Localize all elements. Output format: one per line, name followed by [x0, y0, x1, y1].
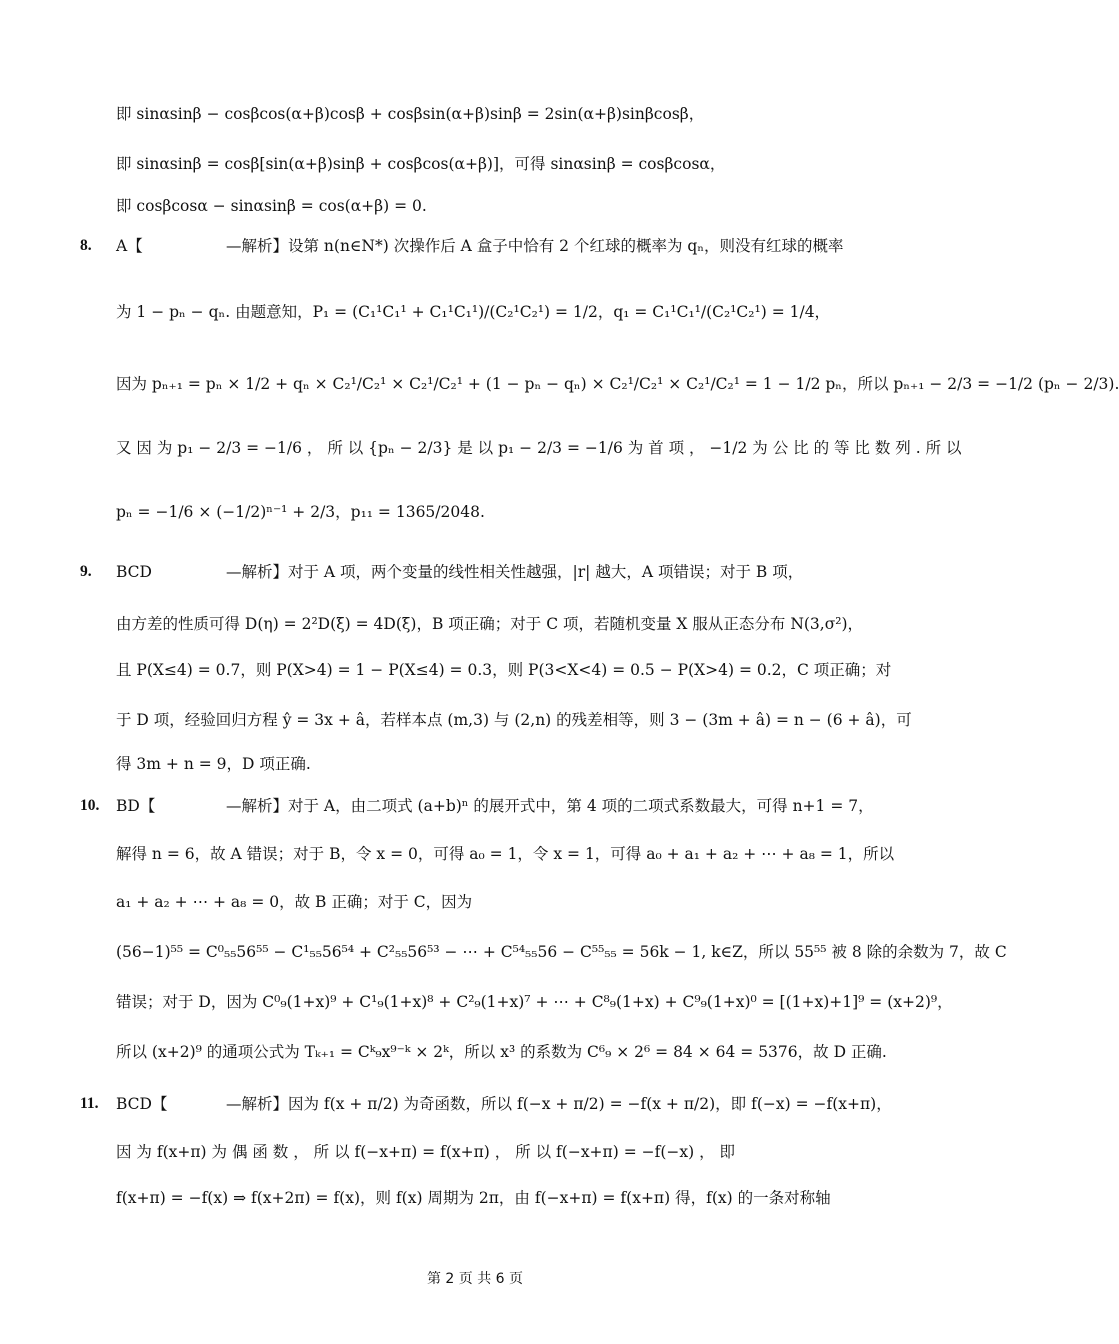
question-8-line: 因为 pₙ₊₁ = pₙ × 1/2 + qₙ × C₂¹/C₂¹ × C₂¹/C₂¹ + (1 − pₙ − qₙ) × C₂¹/C₂¹ × C₂¹/C₂¹ = 1 − 1/2 pₙ，所以 pₙ₊₁ − 2/3 = −1/2 (pₙ − 2/3).: [116, 375, 1119, 393]
question-9-answer: BCD: [116, 563, 152, 581]
question-10-text: —解析】对于 A，由二项式 (a+b)ⁿ 的展开式中，第 4 项的二项式系数最大，可得 n+1 = 7，: [226, 797, 874, 815]
question-8-text: —解析】设第 n(n∈N*) 次操作后 A 盒子中恰有 2 个红球的概率为 qₙ，则没有红球的概率: [226, 237, 844, 255]
question-10-number: 10.: [80, 797, 100, 814]
question-10-line: (56−1)⁵⁵ = C⁰₅₅56⁵⁵ − C¹₅₅56⁵⁴ + C²₅₅56⁵³ − ⋯ + C⁵⁴₅₅56 − C⁵⁵₅₅ = 56k − 1, k∈Z，所以 55⁵⁵ 被 8 除的余数为 7，故 C: [116, 943, 1007, 961]
question-8-line: 为 1 − pₙ − qₙ. 由题意知，P₁ = (C₁¹C₁¹ + C₁¹C₁¹)/(C₂¹C₂¹) = 1/2，q₁ = C₁¹C₁¹/(C₂¹C₂¹) = 1/4，: [116, 303, 831, 321]
question-10-line: 解得 n = 6，故 A 错误；对于 B，令 x = 0，可得 a₀ = 1，令 x = 1，可得 a₀ + a₁ + a₂ + ⋯ + a₈ = 1，所以: [116, 845, 895, 863]
question-11-line: 因 为 f(x+π) 为 偶 函 数 ， 所 以 f(−x+π) = f(x+π) ， 所 以 f(−x+π) = −f(−x) ， 即: [116, 1143, 736, 1161]
question-8-answer: A【: [116, 237, 143, 255]
text-line: 即 cosβcosα − sinαsinβ = cos(α+β) = 0.: [116, 197, 427, 215]
question-11-line: [116, 1092, 892, 1116]
question-8-line: pₙ = −1/6 × (−1/2)ⁿ⁻¹ + 2/3，p₁₁ = 1365/2048.: [116, 503, 485, 521]
question-11-text: —解析】因为 f(x + π/2) 为奇函数，所以 f(−x + π/2) = −f(x + π/2)，即 f(−x) = −f(x+π)，: [226, 1095, 892, 1113]
text-line: 即 sinαsinβ = cosβ[sin(α+β)sinβ + cosβcos(α+β)]，可得 sinαsinβ = cosβcosα，: [116, 155, 726, 173]
question-9-line: [116, 560, 876, 584]
page-number: 第 2 页 共 6 页: [426, 1271, 524, 1287]
question-10-line: 错误；对于 D，因为 C⁰₉(1+x)⁹ + C¹₉(1+x)⁸ + C²₉(1+x)⁷ + ⋯ + C⁸₉(1+x) + C⁹₉(1+x)⁰ = [(1+x)+1]⁹ = (x+2)⁹，: [116, 993, 953, 1011]
question-10-answer: BD【: [116, 797, 156, 815]
question-11-line: f(x+π) = −f(x) ⇒ f(x+2π) = f(x)，则 f(x) 周期为 2π，由 f(−x+π) = f(x+π) 得，f(x) 的一条对称轴: [116, 1189, 831, 1207]
question-10-line: a₁ + a₂ + ⋯ + a₈ = 0，故 B 正确；对于 C，因为: [116, 893, 473, 911]
question-8-line: [116, 234, 876, 258]
question-9-line: 于 D 项，经验回归方程 ŷ = 3x + â，若样本点 (m,3) 与 (2,n) 的残差相等，则 3 − (3m + â) = n − (6 + â)，可: [116, 711, 912, 729]
question-8-line: 又 因 为 p₁ − 2/3 = −1/6 ， 所 以 {pₙ − 2/3} 是 以 p₁ − 2/3 = −1/6 为 首 项 ， −1/2 为 公 比 的 等 比 数 列 . 所 以: [116, 439, 962, 457]
question-10-line: [116, 794, 876, 818]
question-9-line: 由方差的性质可得 D(η) = 2²D(ξ) = 4D(ξ)，B 项正确；对于 C 项，若随机变量 X 服从正态分布 N(3,σ²)，: [116, 615, 864, 633]
question-9-text: —解析】对于 A 项，两个变量的线性相关性越强，|r| 越大，A 项错误；对于 B 项，: [226, 563, 804, 581]
text-line: 即 sinαsinβ − cosβcos(α+β)cosβ + cosβsin(α+β)sinβ = 2sin(α+β)sinβcosβ，: [116, 105, 705, 123]
question-11-answer: BCD【: [116, 1095, 168, 1113]
question-10-line: 所以 (x+2)⁹ 的通项公式为 Tₖ₊₁ = Cᵏ₉x⁹⁻ᵏ × 2ᵏ，所以 x³ 的系数为 C⁶₉ × 2⁶ = 84 × 64 = 5376，故 D 正确.: [116, 1043, 887, 1061]
question-8-number: 8.: [80, 237, 92, 254]
question-11-number: 11.: [80, 1095, 99, 1112]
question-9-line: 且 P(X≤4) = 0.7，则 P(X>4) = 1 − P(X≤4) = 0.3，则 P(3<X<4) = 0.5 − P(X>4) = 0.2，C 项正确；对: [116, 661, 892, 679]
question-9-line: 得 3m + n = 9，D 项正确.: [116, 755, 311, 773]
question-9-number: 9.: [80, 563, 92, 580]
